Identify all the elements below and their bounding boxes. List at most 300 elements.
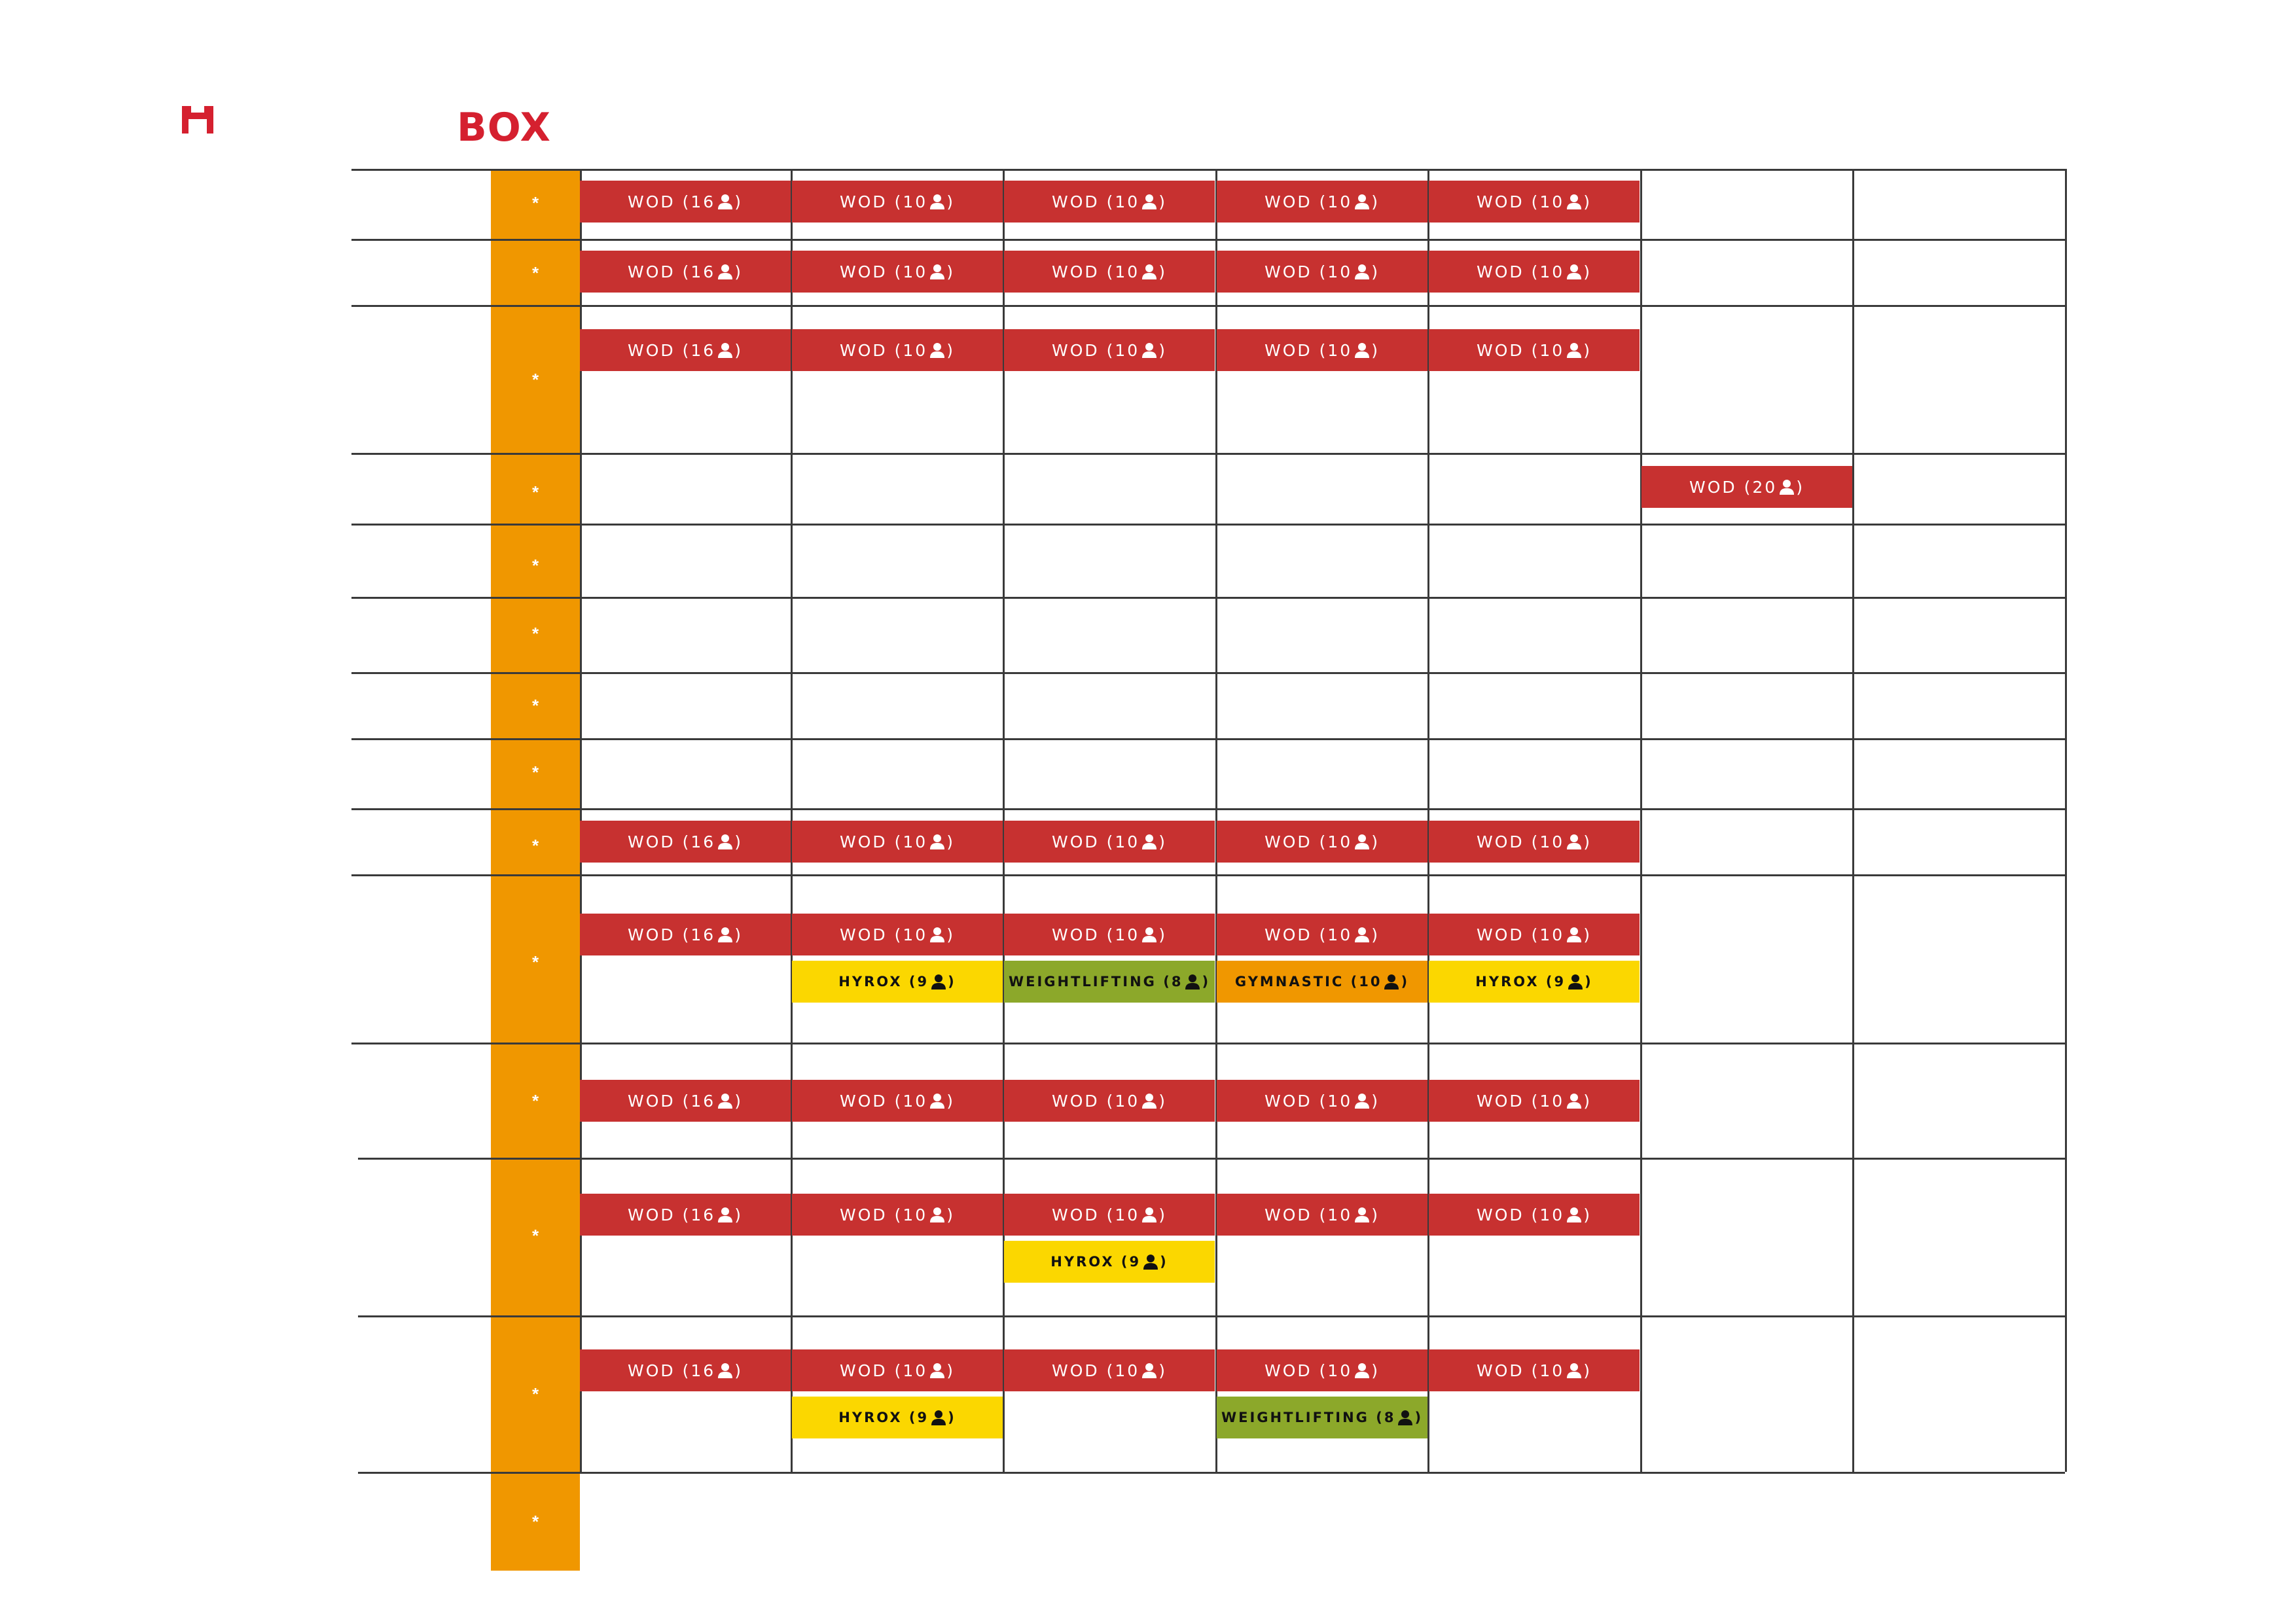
person-icon	[718, 1207, 732, 1222]
person-icon	[1355, 834, 1369, 849]
person-icon	[930, 834, 944, 849]
row-marker: *	[531, 624, 539, 643]
class-capacity: 10	[1539, 192, 1565, 211]
grid-row-line	[351, 672, 2065, 674]
capacity-close: )	[946, 1361, 955, 1380]
class-block-wod[interactable]	[1429, 1194, 1640, 1236]
person-icon	[718, 264, 732, 279]
class-capacity: 10	[1327, 192, 1353, 211]
class-name: WOD	[628, 262, 675, 281]
class-block-wod[interactable]	[1004, 181, 1215, 223]
person-icon	[1142, 264, 1157, 279]
class-capacity: 10	[1115, 262, 1140, 281]
class-block-wod[interactable]	[580, 1194, 791, 1236]
class-block-wod[interactable]	[792, 251, 1003, 293]
capacity-open: (	[1524, 925, 1540, 944]
class-capacity: 9	[917, 974, 929, 990]
capacity-close: )	[734, 832, 743, 851]
capacity-open: (	[1312, 925, 1328, 944]
class-block-wod[interactable]	[792, 329, 1003, 371]
capacity-open: (	[1736, 477, 1753, 497]
class-capacity: 10	[1115, 192, 1140, 211]
capacity-open: (	[675, 1091, 691, 1111]
person-icon	[1142, 1363, 1157, 1378]
grid-row-line	[351, 239, 2065, 241]
class-capacity: 10	[1115, 1091, 1140, 1111]
class-name: WOD	[1477, 832, 1524, 851]
class-block-wod[interactable]	[1217, 914, 1427, 955]
capacity-open: (	[1312, 262, 1328, 281]
class-name: WOD	[840, 925, 888, 944]
class-name: WOD	[628, 1205, 675, 1224]
row-marker: *	[531, 836, 539, 855]
class-block-wod[interactable]	[792, 914, 1003, 955]
capacity-close: )	[1585, 974, 1593, 990]
capacity-open: (	[887, 1205, 903, 1224]
class-name: WOD	[1052, 1205, 1100, 1224]
class-capacity: 10	[1115, 340, 1140, 360]
person-icon	[1567, 342, 1581, 358]
capacity-close: )	[1371, 1091, 1380, 1111]
class-capacity: 10	[1539, 1205, 1565, 1224]
class-name: WOD	[1052, 192, 1100, 211]
capacity-open: (	[1099, 1205, 1115, 1224]
class-name: WOD	[1052, 1091, 1100, 1111]
grid-row-line	[351, 808, 2065, 810]
class-capacity: 10	[1327, 832, 1353, 851]
class-block-wod[interactable]	[792, 1194, 1003, 1236]
capacity-close: )	[1796, 477, 1804, 497]
capacity-open: (	[675, 340, 691, 360]
person-icon	[1355, 194, 1369, 209]
capacity-close: )	[734, 340, 743, 360]
class-block-wod[interactable]	[580, 251, 791, 293]
class-name: WOD	[1477, 1361, 1524, 1380]
class-block-wod[interactable]	[1217, 329, 1427, 371]
capacity-close: )	[1158, 262, 1167, 281]
class-block-wod[interactable]	[580, 181, 791, 223]
class-capacity: 10	[1327, 1361, 1353, 1380]
capacity-open: (	[1524, 1205, 1540, 1224]
capacity-close: )	[1202, 974, 1211, 990]
grid-row-line	[358, 1472, 2065, 1474]
capacity-open: (	[887, 1091, 903, 1111]
class-capacity: 10	[1115, 832, 1140, 851]
class-capacity: 16	[691, 1361, 716, 1380]
capacity-close: )	[1583, 1205, 1592, 1224]
class-name: WEIGHTLIFTING	[1221, 1410, 1369, 1425]
person-icon	[1780, 479, 1794, 495]
capacity-close: )	[1158, 340, 1167, 360]
person-icon	[930, 1093, 944, 1109]
class-capacity: 10	[1327, 1205, 1353, 1224]
capacity-open: (	[1099, 832, 1115, 851]
class-block-wod[interactable]	[1217, 181, 1427, 223]
capacity-open: (	[1312, 832, 1328, 851]
class-name: WOD	[1265, 1091, 1312, 1111]
class-block-wod[interactable]	[1429, 821, 1640, 863]
person-icon	[1384, 974, 1399, 990]
capacity-close: )	[948, 1410, 956, 1425]
class-block-wod[interactable]	[792, 181, 1003, 223]
capacity-open: (	[675, 1361, 691, 1380]
class-capacity: 9	[1554, 974, 1566, 990]
capacity-close: )	[734, 925, 743, 944]
capacity-close: )	[946, 1091, 955, 1111]
grid-column-line	[1640, 169, 1642, 1472]
capacity-close: )	[948, 974, 956, 990]
class-block-wod[interactable]	[1004, 1080, 1215, 1122]
capacity-close: )	[946, 925, 955, 944]
row-marker: *	[531, 1512, 539, 1531]
capacity-close: )	[1158, 1091, 1167, 1111]
person-icon	[930, 342, 944, 358]
capacity-open: (	[1312, 1091, 1328, 1111]
class-name: WOD	[1265, 262, 1312, 281]
capacity-open: (	[675, 262, 691, 281]
capacity-open: (	[1524, 340, 1540, 360]
capacity-close: )	[734, 262, 743, 281]
capacity-open: (	[887, 925, 903, 944]
class-capacity: 16	[691, 1205, 716, 1224]
class-name: WOD	[1265, 192, 1312, 211]
row-marker: *	[531, 1091, 539, 1111]
capacity-close: )	[734, 1091, 743, 1111]
capacity-open: (	[1344, 974, 1359, 990]
class-capacity: 10	[903, 832, 928, 851]
class-capacity: 10	[1539, 262, 1565, 281]
capacity-open: (	[1099, 1361, 1115, 1380]
person-icon	[718, 1363, 732, 1378]
person-icon	[930, 194, 944, 209]
class-capacity: 10	[903, 1361, 928, 1380]
capacity-open: (	[1524, 1091, 1540, 1111]
class-name: WOD	[1477, 1205, 1524, 1224]
person-icon	[1142, 1207, 1157, 1222]
capacity-close: )	[1371, 1361, 1380, 1380]
class-name: WOD	[628, 192, 675, 211]
logo-mark	[182, 106, 213, 134]
class-name: WOD	[840, 832, 888, 851]
class-block-wod[interactable]	[1004, 1349, 1215, 1391]
person-icon	[1567, 1093, 1581, 1109]
person-icon	[1567, 194, 1581, 209]
row-marker: *	[531, 556, 539, 575]
class-name: WOD	[628, 832, 675, 851]
class-block-wod[interactable]	[1004, 821, 1215, 863]
class-name: HYROX	[838, 974, 903, 990]
class-block-wod[interactable]	[792, 1349, 1003, 1391]
class-name: WOD	[840, 192, 888, 211]
class-block-gymnastic[interactable]	[1217, 961, 1427, 1003]
capacity-open: (	[887, 262, 903, 281]
capacity-open: (	[887, 192, 903, 211]
capacity-open: (	[887, 340, 903, 360]
class-block-hyrox[interactable]	[792, 961, 1003, 1003]
person-icon	[930, 927, 944, 942]
capacity-close: )	[1371, 832, 1380, 851]
class-capacity: 10	[1539, 925, 1565, 944]
capacity-close: )	[1583, 832, 1592, 851]
class-block-wod[interactable]	[1429, 329, 1640, 371]
capacity-open: (	[1114, 1254, 1130, 1270]
person-icon	[1142, 194, 1157, 209]
class-capacity: 16	[691, 340, 716, 360]
class-block-wod[interactable]	[1429, 1080, 1640, 1122]
person-icon	[1355, 1363, 1369, 1378]
class-block-wod[interactable]	[1217, 1080, 1427, 1122]
class-name: WOD	[1477, 192, 1524, 211]
class-name: WOD	[1477, 262, 1524, 281]
class-capacity: 10	[1327, 925, 1353, 944]
capacity-close: )	[946, 1205, 955, 1224]
grid-column-line	[2065, 169, 2067, 1472]
row-marker: *	[531, 482, 539, 502]
class-name: WOD	[1052, 262, 1100, 281]
class-block-wod[interactable]	[1004, 329, 1215, 371]
class-block-wod[interactable]	[1004, 251, 1215, 293]
class-block-wod[interactable]	[1217, 1194, 1427, 1236]
class-name: WOD	[1265, 1205, 1312, 1224]
capacity-open: (	[1312, 192, 1328, 211]
grid-row-line	[351, 524, 2065, 526]
person-icon	[718, 194, 732, 209]
person-icon	[718, 1093, 732, 1109]
capacity-close: )	[1371, 262, 1380, 281]
class-name: WOD	[1052, 1361, 1100, 1380]
capacity-close: )	[1371, 192, 1380, 211]
class-name: WOD	[1689, 477, 1737, 497]
capacity-close: )	[1583, 192, 1592, 211]
class-block-wod[interactable]	[1641, 466, 1852, 508]
class-capacity: 16	[691, 832, 716, 851]
class-capacity: 16	[691, 1091, 716, 1111]
grid-row-line	[351, 874, 2065, 876]
person-icon	[1355, 1093, 1369, 1109]
person-icon	[1355, 342, 1369, 358]
capacity-close: )	[1583, 262, 1592, 281]
class-capacity: 10	[1115, 925, 1140, 944]
class-block-wod[interactable]	[792, 1080, 1003, 1122]
class-capacity: 10	[1539, 1361, 1565, 1380]
capacity-open: (	[1524, 262, 1540, 281]
class-name: WOD	[840, 1205, 888, 1224]
person-icon	[1398, 1410, 1412, 1425]
class-capacity: 10	[1115, 1205, 1140, 1224]
person-icon	[930, 1363, 944, 1378]
person-icon	[931, 1410, 946, 1425]
capacity-close: )	[946, 262, 955, 281]
person-icon	[1143, 1254, 1158, 1270]
capacity-open: (	[675, 192, 691, 211]
capacity-close: )	[1583, 1091, 1592, 1111]
class-capacity: 8	[1171, 974, 1183, 990]
capacity-close: )	[946, 832, 955, 851]
class-name: HYROX	[1050, 1254, 1115, 1270]
person-icon	[1142, 342, 1157, 358]
class-block-wod[interactable]	[1004, 1194, 1215, 1236]
person-icon	[718, 927, 732, 942]
row-marker: *	[531, 762, 539, 782]
capacity-open: (	[1312, 1361, 1328, 1380]
capacity-close: )	[946, 192, 955, 211]
class-block-wod[interactable]	[1004, 914, 1215, 955]
capacity-close: )	[734, 1361, 743, 1380]
grid-row-line	[358, 1315, 2065, 1317]
class-name: WOD	[840, 262, 888, 281]
class-name: WOD	[628, 340, 675, 360]
class-capacity: 10	[1539, 1091, 1565, 1111]
person-icon	[1567, 927, 1581, 942]
person-icon	[1185, 974, 1200, 990]
capacity-close: )	[1371, 340, 1380, 360]
capacity-open: (	[1524, 1361, 1540, 1380]
class-block-wod[interactable]	[1429, 914, 1640, 955]
class-capacity: 16	[691, 192, 716, 211]
capacity-close: )	[1158, 832, 1167, 851]
class-block-wod[interactable]	[580, 1080, 791, 1122]
class-block-wod[interactable]	[580, 914, 791, 955]
class-capacity: 10	[1539, 832, 1565, 851]
class-name: WOD	[628, 1091, 675, 1111]
class-block-hyrox[interactable]	[792, 1397, 1003, 1438]
person-icon	[1567, 1363, 1581, 1378]
person-icon	[1355, 264, 1369, 279]
class-capacity: 10	[903, 1205, 928, 1224]
class-name: WOD	[840, 340, 888, 360]
class-block-wod[interactable]	[580, 821, 791, 863]
capacity-open: (	[1312, 340, 1328, 360]
class-capacity: 10	[903, 262, 928, 281]
class-name: WOD	[1052, 925, 1100, 944]
capacity-open: (	[1524, 192, 1540, 211]
capacity-open: (	[887, 1361, 903, 1380]
class-capacity: 10	[1359, 974, 1382, 990]
capacity-close: )	[946, 340, 955, 360]
class-capacity: 10	[903, 925, 928, 944]
capacity-close: )	[1583, 340, 1592, 360]
class-name: WOD	[1477, 340, 1524, 360]
row-marker: *	[531, 952, 539, 972]
person-icon	[931, 974, 946, 990]
capacity-close: )	[1158, 192, 1167, 211]
person-icon	[1355, 927, 1369, 942]
capacity-close: )	[1371, 925, 1380, 944]
capacity-close: )	[1583, 925, 1592, 944]
class-name: WOD	[1477, 1091, 1524, 1111]
class-name: WOD	[1265, 340, 1312, 360]
person-icon	[1142, 834, 1157, 849]
class-capacity: 10	[1539, 340, 1565, 360]
class-name: WOD	[1052, 832, 1100, 851]
row-marker: *	[531, 1226, 539, 1245]
class-capacity: 10	[903, 192, 928, 211]
capacity-open: (	[1099, 262, 1115, 281]
class-block-wod[interactable]	[1429, 181, 1640, 223]
person-icon	[1568, 974, 1583, 990]
capacity-open: (	[1524, 832, 1540, 851]
capacity-open: (	[887, 832, 903, 851]
class-name: WOD	[628, 925, 675, 944]
capacity-close: )	[1158, 1361, 1167, 1380]
class-name: WOD	[628, 1361, 675, 1380]
capacity-open: (	[675, 1205, 691, 1224]
person-icon	[1567, 1207, 1581, 1222]
capacity-open: (	[1099, 340, 1115, 360]
class-capacity: 9	[917, 1410, 929, 1425]
capacity-close: )	[1583, 1361, 1592, 1380]
class-capacity: 10	[903, 1091, 928, 1111]
class-name: WOD	[840, 1091, 888, 1111]
capacity-open: (	[1312, 1205, 1328, 1224]
row-marker: *	[531, 1384, 539, 1404]
class-block-wod[interactable]	[580, 329, 791, 371]
class-name: HYROX	[1475, 974, 1539, 990]
class-capacity: 10	[1327, 340, 1353, 360]
class-block-weightlifting[interactable]	[1004, 961, 1215, 1003]
capacity-close: )	[1401, 974, 1410, 990]
class-block-wod[interactable]	[1429, 251, 1640, 293]
person-icon	[1567, 834, 1581, 849]
class-block-wod[interactable]	[792, 821, 1003, 863]
grid-row-line	[351, 305, 2065, 307]
capacity-close: )	[1158, 1205, 1167, 1224]
class-capacity: 16	[691, 262, 716, 281]
capacity-close: )	[1158, 925, 1167, 944]
class-block-wod[interactable]	[1217, 251, 1427, 293]
capacity-open: (	[1369, 1410, 1384, 1425]
grid-row-line	[351, 169, 2065, 171]
class-block-wod[interactable]	[580, 1349, 791, 1391]
grid-row-line	[351, 597, 2065, 599]
grid-row-line	[351, 453, 2065, 455]
capacity-open: (	[902, 1410, 918, 1425]
class-block-weightlifting[interactable]	[1217, 1397, 1427, 1438]
grid-row-line	[351, 738, 2065, 740]
page-title: BOX	[457, 105, 551, 151]
class-capacity: 10	[1115, 1361, 1140, 1380]
class-name: WOD	[1265, 925, 1312, 944]
class-name: HYROX	[838, 1410, 903, 1425]
class-name: GYMNASTIC	[1234, 974, 1344, 990]
capacity-open: (	[902, 974, 918, 990]
capacity-close: )	[1160, 1254, 1168, 1270]
capacity-open: (	[1099, 925, 1115, 944]
person-icon	[1567, 264, 1581, 279]
class-block-wod[interactable]	[1217, 1349, 1427, 1391]
class-capacity: 10	[1327, 262, 1353, 281]
person-icon	[1355, 1207, 1369, 1222]
class-capacity: 8	[1384, 1410, 1396, 1425]
class-capacity: 20	[1752, 477, 1778, 497]
person-icon	[718, 342, 732, 358]
capacity-close: )	[734, 192, 743, 211]
row-marker: *	[531, 696, 539, 715]
capacity-open: (	[1539, 974, 1554, 990]
row-marker: *	[531, 370, 539, 389]
person-icon	[930, 1207, 944, 1222]
class-block-wod[interactable]	[1429, 1349, 1640, 1391]
capacity-open: (	[1156, 974, 1172, 990]
person-icon	[930, 264, 944, 279]
class-block-hyrox[interactable]	[1004, 1241, 1215, 1283]
class-block-hyrox[interactable]	[1429, 961, 1640, 1003]
capacity-open: (	[675, 925, 691, 944]
class-name: WEIGHTLIFTING	[1008, 974, 1157, 990]
capacity-close: )	[1414, 1410, 1424, 1425]
grid-row-line	[351, 1043, 2065, 1044]
class-block-wod[interactable]	[1217, 821, 1427, 863]
